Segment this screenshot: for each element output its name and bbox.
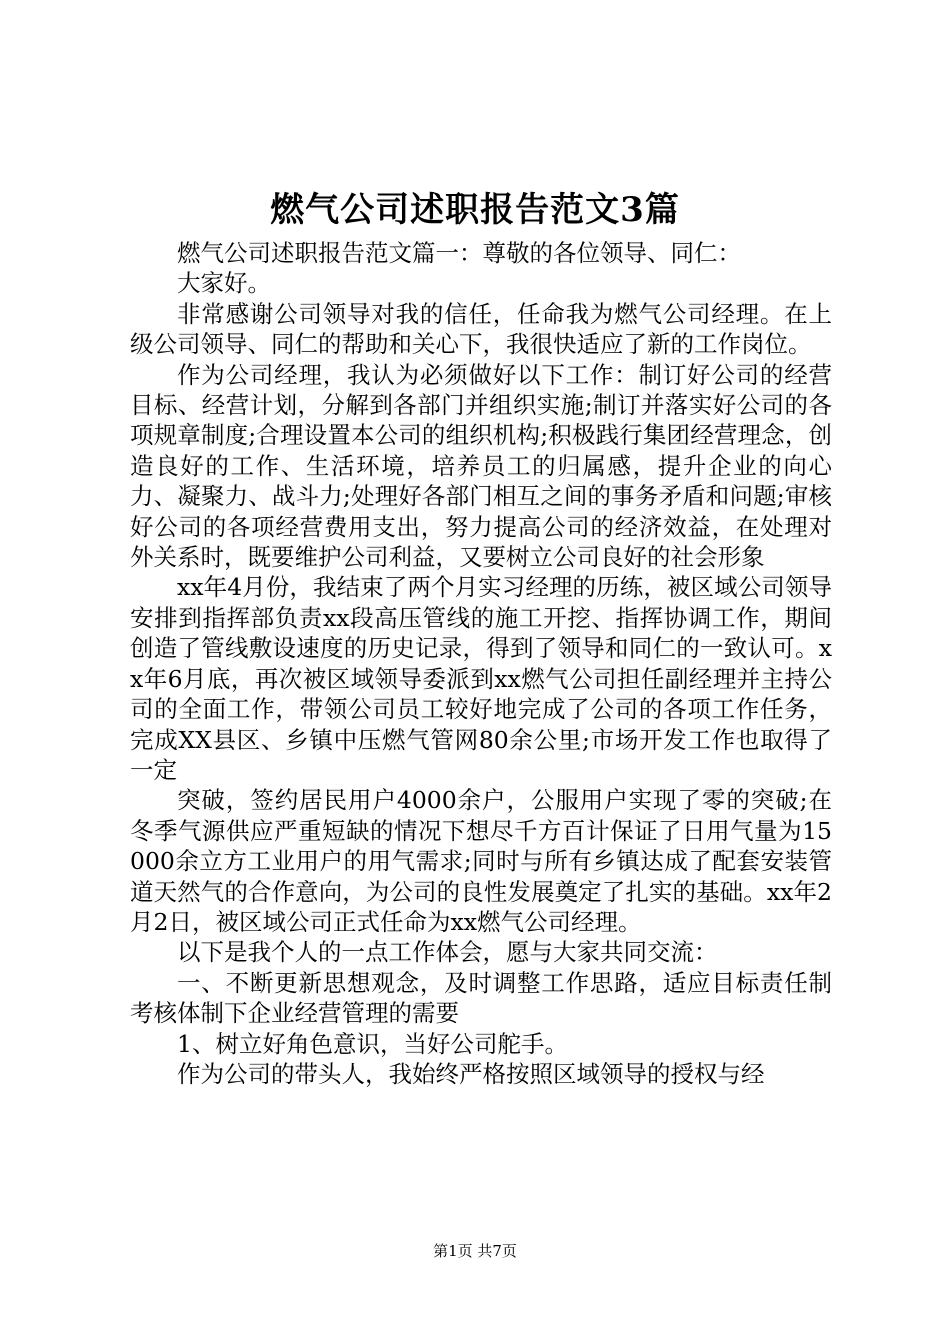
document-title: 燃气公司述职报告范文3篇 (270, 190, 680, 230)
paragraph: 一、不断更新思想观念，及时调整工作思路，适应目标责任制考核体制下企业经营管理的需要 (130, 968, 832, 1028)
paragraph: 非常感谢公司领导对我的信任，任命我为燃气公司经理。在上级公司领导、同仁的帮助和关心下，我很快适应了新的工作岗位。 (130, 299, 832, 359)
paragraph: 以下是我个人的一点工作体会，愿与大家共同交流： (177, 938, 718, 967)
paragraph: 1、树立好角色意识，当好公司舵手。 (177, 1029, 568, 1058)
paragraph: 燃气公司述职报告范文篇一：尊敬的各位领导、同仁： (177, 239, 741, 267)
paragraph: 突破，签约居民用户4000余户，公服用户实现了零的突破;在冬季气源供应严重短缺的情况下想尽千方百计保证了日用气量为15000余立方工业用户的用气需求;同时与所有乡镇达成了配套安装管道天然气的合作意向，为公司的良性发展奠定了扎实的基础。xx年2月2日，被区域公司正式任命为xx燃气公司经理。 (130, 786, 832, 936)
paragraph: 作为公司经理，我认为必须做好以下工作：制订好公司的经营目标、经营计划，分解到各部门并组织实施;制订并落实好公司的各项规章制度;合理设置本公司的组织机构;积极践行集团经营理念，创造良好的工作、生活环境，培养员工的归属感，提升企业的向心力、凝聚力、战斗力;处理好各部门相互之间的事务矛盾和问题;审核好公司的各项经营费用支出，努力提高公司的经济效益，在处理对外关系时，既要维护公司利益，又要树立公司良好的社会形象 (130, 360, 832, 572)
page-number-footer: 第1页 共7页 (433, 1242, 517, 1260)
paragraph: 大家好。 (177, 269, 271, 298)
document-body (130, 238, 832, 1089)
paragraph: xx年4月份，我结束了两个月实习经理的历练，被区域公司领导安排到指挥部负责xx段高压管线的施工开挖、指挥协调工作，期间创造了管线敷设速度的历史记录，得到了领导和同仁的一致认可。xx年6月底，再次被区域领导委派到xx燃气公司担任副经理并主持公司的全面工作，带领公司员工较好地完成了公司的各项工作任务，完成XX县区、乡镇中压燃气管网80余公里;市场开发工作也取得了一定 (130, 573, 832, 784)
paragraph: 作为公司的带头人，我始终严格按照区域领导的授权与经 (177, 1059, 765, 1088)
